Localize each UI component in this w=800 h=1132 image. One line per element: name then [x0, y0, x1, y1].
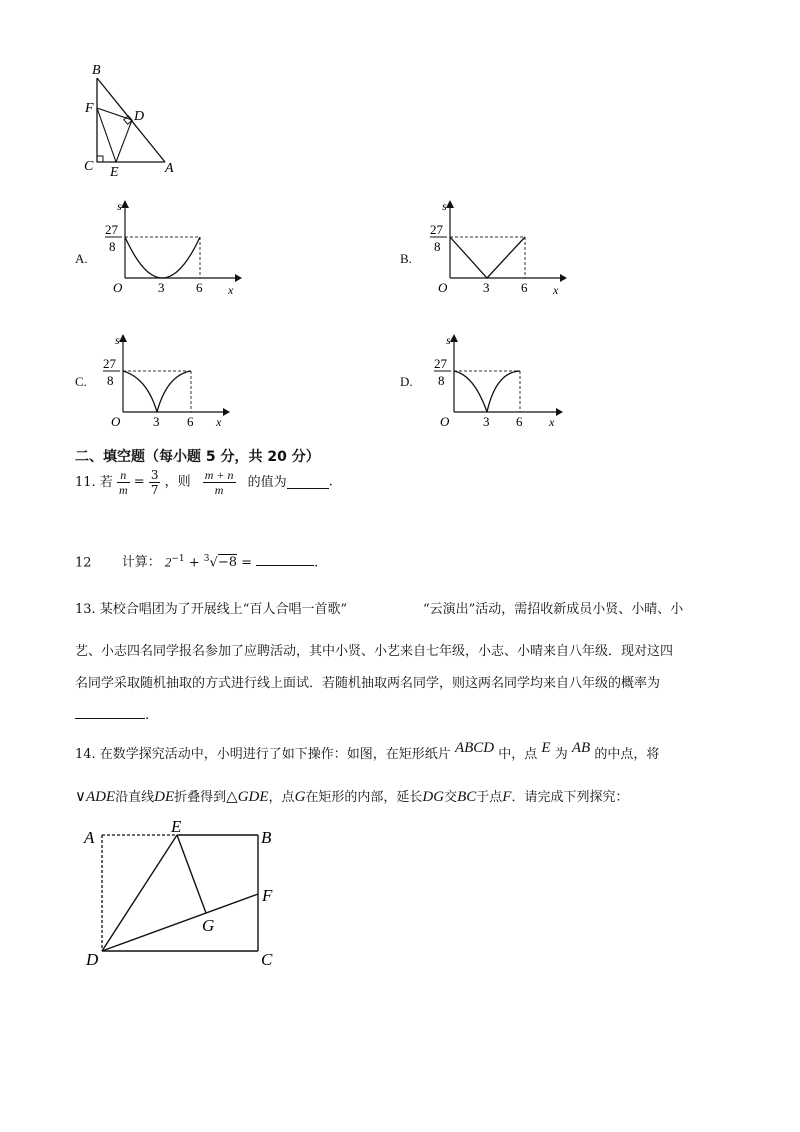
x-axis-label: x — [228, 283, 234, 296]
answer-blank[interactable] — [256, 553, 314, 566]
label-D: D — [134, 109, 145, 124]
q13-line2: 艺、小志四名同学报名参加了应聘活动，其中小贤、小艺来自七年级，小志、小晴来自八年级．现对这四 — [75, 644, 674, 659]
frac-num: 27 — [430, 222, 443, 237]
label-E: E — [171, 817, 182, 836]
tick-6: 6 — [187, 414, 194, 429]
label-A: A — [165, 161, 174, 176]
option-a-letter: A. — [75, 251, 88, 266]
q13-line1a: 13. 某校合唱团为了开展线上“百人合唱一首歌” — [75, 602, 348, 617]
label-D: D — [86, 950, 99, 969]
label-B: B — [261, 828, 272, 847]
frac-den: 8 — [434, 239, 441, 254]
option-a-graph — [95, 196, 245, 296]
origin-label: O — [111, 414, 121, 429]
origin-label: O — [113, 280, 123, 295]
label-F: F — [85, 101, 94, 116]
q13-line1b: “云演出”活动，需招收新成员小贤、小晴、小 — [423, 602, 684, 617]
option-b-graph — [420, 196, 570, 296]
triangle-figure — [80, 60, 190, 185]
y-axis-label: s — [115, 333, 120, 347]
answer-blank[interactable] — [75, 706, 145, 719]
frac-den: 8 — [109, 239, 116, 254]
origin-label: O — [438, 280, 448, 295]
answer-blank[interactable] — [287, 476, 329, 489]
label-B: B — [92, 63, 101, 78]
q14-line1: 14. 在数学探究活动中，小明进行了如下操作：如图，在矩形纸片 ABCD 中，点 E 为 AB 的中点，将 — [75, 740, 660, 762]
x-axis-label: x — [553, 283, 559, 296]
tick-3: 3 — [483, 414, 490, 429]
origin-label: O — [440, 414, 450, 429]
frac-num: 27 — [434, 356, 447, 371]
frac-num: 27 — [103, 356, 116, 371]
y-axis-label: s — [442, 199, 447, 213]
x-axis-label: x — [549, 415, 555, 429]
question-11: 11. 若 $\frac{n}{m}$ = $\frac{3}{7}$ ，则 $\frac{m + n}{m}$ 的值为 . — [75, 468, 333, 497]
tick-6: 6 — [521, 280, 528, 295]
tick-3: 3 — [153, 414, 160, 429]
label-E: E — [110, 165, 119, 180]
q13-line3: 名同学采取随机抽取的方式进行线上面试．若随机抽取两名同学，则这两名同学均来自八年级的概率为 — [75, 676, 661, 691]
tick-6: 6 — [196, 280, 203, 295]
y-axis-label: s — [446, 333, 451, 347]
option-b-letter: B. — [400, 251, 412, 266]
x-axis-label: x — [216, 415, 222, 429]
option-d-letter: D. — [400, 374, 413, 389]
label-C: C — [261, 950, 273, 969]
tick-3: 3 — [158, 280, 165, 295]
option-c-letter: C. — [75, 374, 87, 389]
option-c-graph — [85, 330, 235, 430]
frac-den: 8 — [438, 373, 445, 388]
label-F: F — [262, 886, 273, 905]
frac-num: 27 — [105, 222, 118, 237]
frac-den: 8 — [107, 373, 114, 388]
label-C: C — [84, 159, 94, 174]
option-d-graph — [418, 330, 568, 430]
y-axis-label: s — [117, 199, 122, 213]
question-12: 12 计算： $2^{-1} + ^3√-8$ = . — [75, 554, 319, 571]
q14-line2: ∨ADE沿直线DE折叠得到△GDE，点G在矩形的内部，延长DG交BC于点F．请完成下列探究： — [75, 789, 629, 805]
section-title: 二、填空题（每小题 5 分，共 20 分） — [75, 449, 320, 465]
label-A: A — [84, 828, 95, 847]
tick-6: 6 — [516, 414, 523, 429]
rectangle-figure — [80, 815, 290, 975]
tick-3: 3 — [483, 280, 490, 295]
q13-answer: . — [75, 706, 149, 725]
label-G: G — [202, 916, 215, 935]
